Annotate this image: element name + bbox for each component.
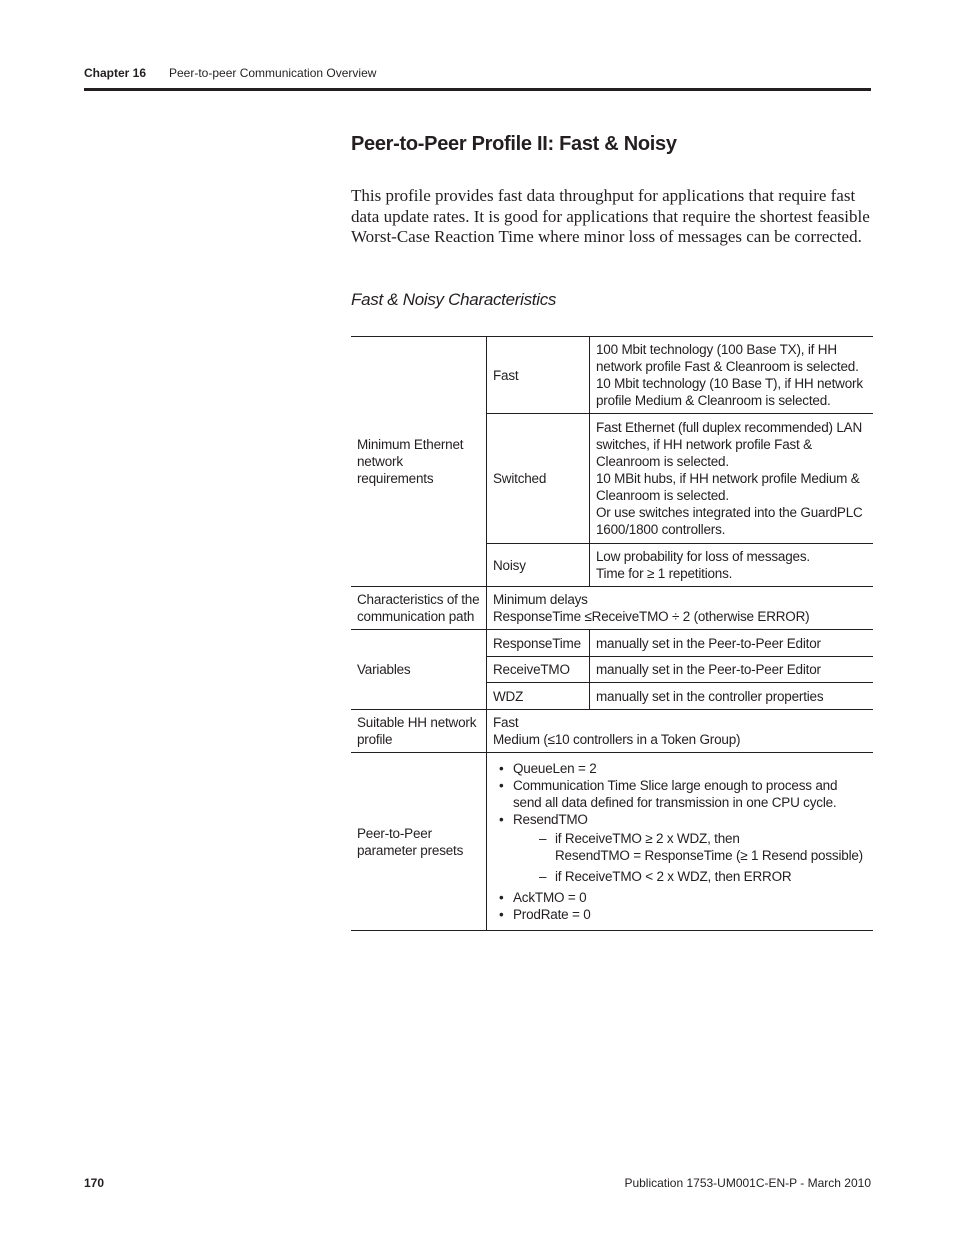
row-label-variables: Variables: [357, 662, 411, 677]
comm-path-line-2: ResponseTime ≤ReceiveTMO ÷ 2 (otherwise ERROR): [493, 609, 810, 624]
sub-line-1a: – if ReceiveTMO ≥ 2 x WDZ, then: [555, 831, 740, 846]
presets-list-cell: [487, 753, 874, 931]
fast-line-2: 10 Mbit technology (10 Base T), if HH network profile Medium & Cleanroom is selected.: [596, 376, 863, 408]
sub-label-switched: Switched: [487, 414, 590, 544]
running-header: [84, 66, 376, 80]
characteristics-table: [351, 336, 873, 931]
noisy-line-1: Low probability for loss of messages.: [596, 549, 810, 564]
comm-path-description: [487, 587, 874, 630]
row-label-comm-path: Characteristics of the communication path: [357, 592, 480, 624]
comm-path-line-1: Minimum delays: [493, 592, 588, 607]
table-row: [351, 337, 873, 414]
row-label-min-ethernet: Minimum Ethernet network requirements: [357, 437, 464, 486]
table-row: [351, 710, 873, 753]
list-item: • ProdRate = 0: [493, 906, 867, 923]
page-number: 170: [84, 1176, 105, 1190]
presets-list: [493, 760, 867, 923]
hh-profile-line-2: Medium (≤10 controllers in a Token Group): [493, 732, 741, 747]
variable-value: manually set in the controller properties: [590, 683, 874, 710]
variable-name: ReceiveTMO: [487, 657, 590, 683]
row-label-presets: Peer-to-Peer parameter presets: [357, 825, 464, 858]
list-item: • Communication Time Slice large enough to process and send all data defined for transmission in one CPU cycle.: [493, 777, 867, 811]
list-item: [513, 830, 867, 864]
variable-name: WDZ: [487, 683, 590, 710]
switched-line-2: 10 MBit hubs, if HH network profile Medium & Cleanroom is selected.: [596, 471, 860, 503]
table-caption: Fast & Noisy Characteristics: [351, 290, 557, 309]
list-item: • AckTMO = 0: [493, 889, 867, 906]
variable-name: ResponseTime: [487, 630, 590, 657]
row-label-hh-profile: Suitable HH network profile: [357, 715, 477, 747]
variable-value: manually set in the Peer-to-Peer Editor: [590, 657, 874, 683]
intro-paragraph: This profile provides fast data throughput for applications that require fast data update rates. It is good for applications that require the shortest feasible Worst-Case Reaction Time where minor loss of messages can be corrected.: [351, 186, 870, 246]
switched-description: [590, 414, 874, 544]
publication-info: Publication 1753-UM001C-EN-P - March 2010: [624, 1176, 871, 1190]
switched-line-1: Fast Ethernet (full duplex recommended) LAN switches, if HH network profile Fast & Cleanroom is selected.: [596, 420, 863, 469]
list-item: • QueueLen = 2: [493, 760, 867, 777]
list-item: [493, 811, 867, 885]
sub-label-fast: Fast: [487, 337, 590, 414]
variable-value: manually set in the Peer-to-Peer Editor: [590, 630, 874, 657]
chapter-label: Chapter 16: [84, 66, 147, 80]
resendtmo-label: ResendTMO: [513, 812, 588, 827]
hh-profile-line-1: Fast: [493, 715, 519, 730]
chapter-title: Peer-to-peer Communication Overview: [169, 66, 377, 80]
table-row: [351, 753, 873, 931]
switched-line-3: Or use switches integrated into the GuardPLC 1600/1800 controllers.: [596, 505, 863, 537]
hh-profile-description: [487, 710, 874, 753]
noisy-line-2: Time for ≥ 1 repetitions.: [596, 566, 733, 581]
section-title: Peer-to-Peer Profile II: Fast & Noisy: [351, 133, 677, 155]
sub-label-noisy: Noisy: [487, 544, 590, 587]
noisy-description: [590, 544, 874, 587]
sub-line-1b: ResendTMO = ResponseTime (≥ 1 Resend possible): [555, 848, 863, 863]
fast-line-1: 100 Mbit technology (100 Base TX), if HH network profile Fast & Cleanroom is selected.: [596, 342, 859, 374]
table-row: [351, 630, 873, 657]
fast-description: [590, 337, 874, 414]
header-rule: [84, 88, 871, 91]
resendtmo-sublist: [513, 830, 867, 885]
list-item: – if ReceiveTMO < 2 x WDZ, then ERROR: [513, 868, 867, 885]
table-row: [351, 587, 873, 630]
